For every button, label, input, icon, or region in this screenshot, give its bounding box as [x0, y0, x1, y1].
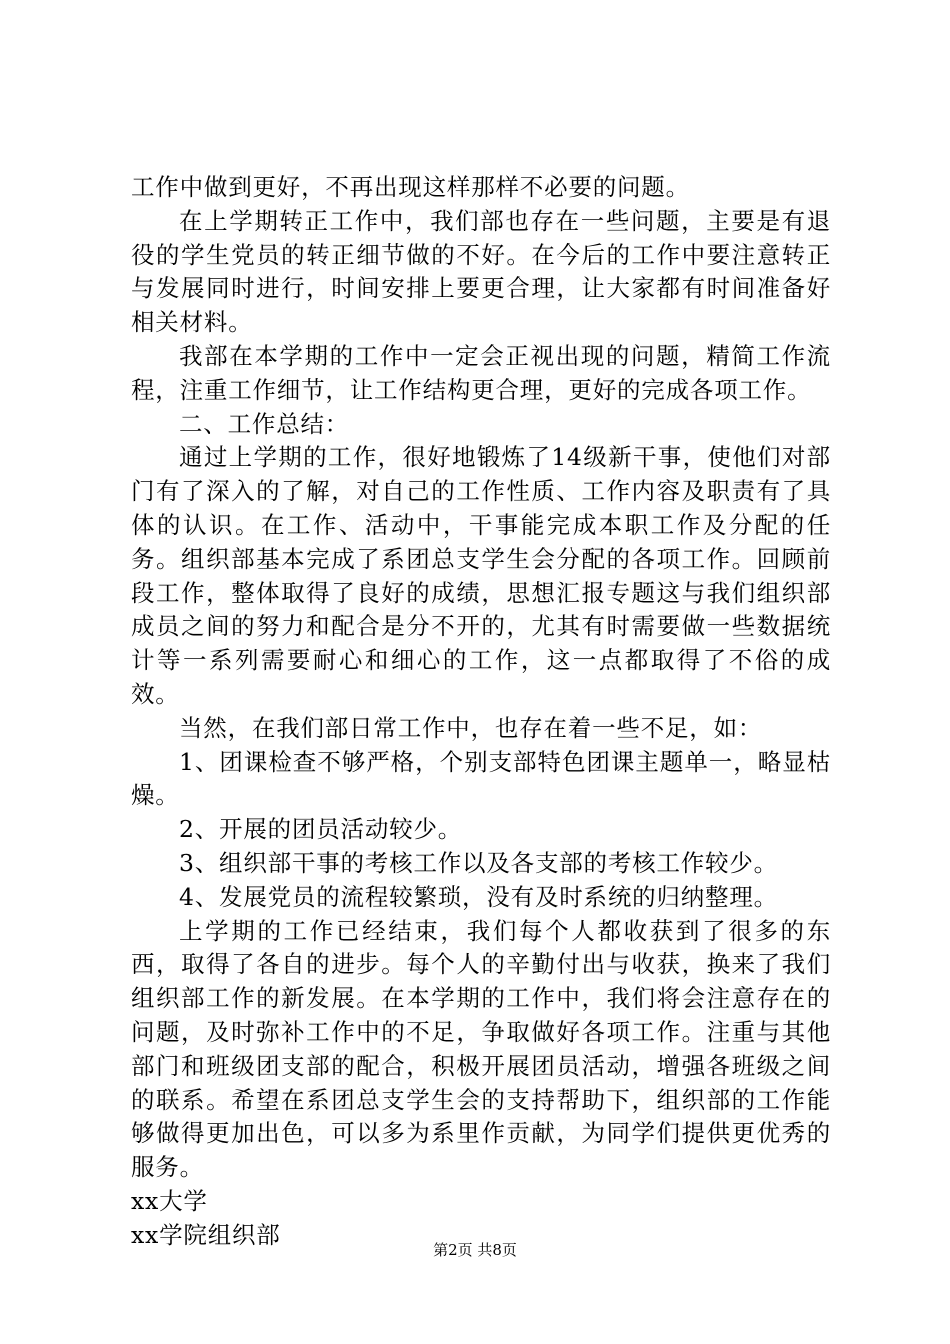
signature-department: xx学院组织部: [131, 1220, 281, 1249]
section-heading: 二、工作总结：: [179, 409, 350, 438]
page-number-footer: 第2页 共8页: [433, 1241, 517, 1259]
paragraph: 当然，在我们部日常工作中，也存在着一些不足，如：: [179, 713, 763, 742]
paragraph: 工作中做到更好，不再出现这样那样不必要的问题。: [131, 173, 690, 201]
paragraph: 通过上学期的工作，很好地锻炼了14级新干事，使他们对部门有了深入的了解，对自己的工作性质、工作内容及职责有了具体的认识。在工作、活动中，干事能完成本职工作及分配的任务。组织部基本完成了系团总支学生会分配的各项工作。回顾前段工作，整体取得了良好的成绩，思想汇报专题这与我们组织部成员之间的努力和配合是分不开的，尤其有时需要做一些数据统计等一系列需要耐心和细心的工作，这一点都取得了不俗的成效。: [131, 443, 831, 708]
paragraph: 在上学期转正工作中，我们部也存在一些问题，主要是有退役的学生党员的转正细节做的不好。在今后的工作中要注意转正与发展同时进行，时间安排上要更合理，让大家都有时间准备好相关材料。: [131, 206, 831, 337]
list-item: 4、发展党员的流程较繁琐，没有及时系统的归纳整理。: [179, 882, 778, 911]
list-item: 2、开展的团员活动较少。: [179, 815, 463, 844]
paragraph: 我部在本学期的工作中一定会正视出现的问题，精简工作流程，注重工作细节，让工作结构更合理，更好的完成各项工作。: [131, 341, 831, 404]
list-item: 1、团课检查不够严格，个别支部特色团课主题单一，略显枯燥。: [131, 747, 831, 810]
signature-university: xx大学: [131, 1186, 208, 1215]
document-body: [131, 171, 831, 1253]
paragraph: 上学期的工作已经结束，我们每个人都收获到了很多的东西，取得了各自的进步。每个人的辛勤付出与收获，换来了我们组织部工作的新发展。在本学期的工作中，我们将会注意存在的问题，及时弥补工作中的不足，争取做好各项工作。注重与其他部门和班级团支部的配合，积极开展团员活动，增强各班级之间的联系。希望在系团总支学生会的支持帮助下，组织部的工作能够做得更加出色，可以多为系里作贡献，为同学们提供更优秀的服务。: [131, 916, 831, 1182]
list-item: 3、组织部干事的考核工作以及各支部的考核工作较少。: [179, 848, 778, 877]
